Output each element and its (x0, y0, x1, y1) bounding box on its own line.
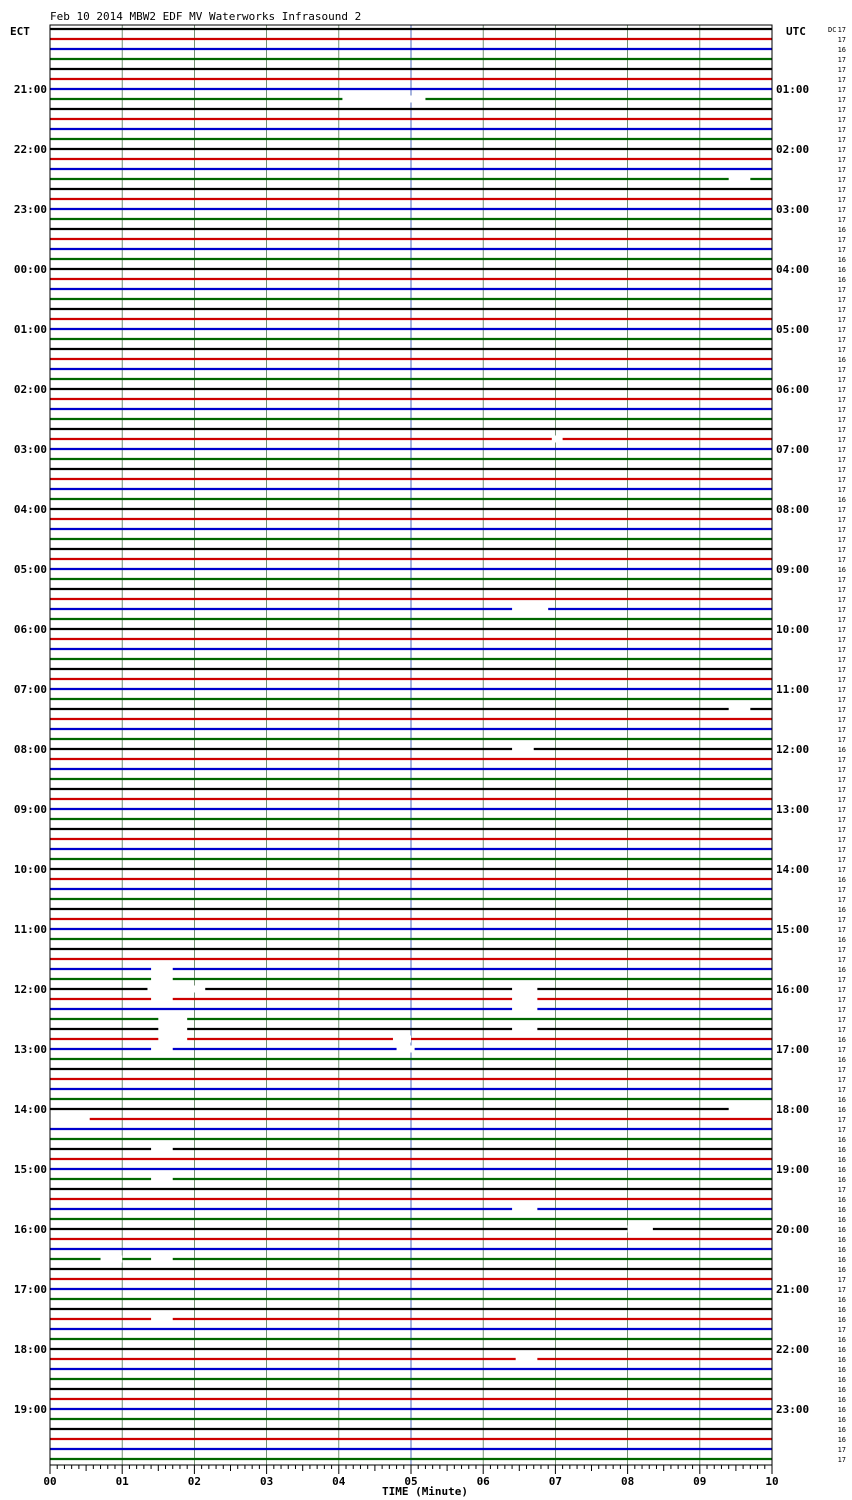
trace-gap (101, 1256, 123, 1263)
dc-value: 17 (837, 596, 846, 604)
dc-value: 17 (837, 506, 846, 514)
dc-value: 17 (837, 956, 846, 964)
dc-value: 16 (837, 1386, 846, 1394)
right-hour-label: 20:00 (776, 1223, 810, 1236)
dc-value: 17 (837, 756, 846, 764)
left-hour-label: 08:00 (13, 743, 47, 756)
dc-value: 17 (837, 36, 846, 44)
dc-value: 16 (837, 1376, 846, 1384)
dc-value: 17 (837, 1286, 846, 1294)
dc-value: 16 (837, 1346, 846, 1354)
left-hour-label: 17:00 (13, 1283, 47, 1296)
dc-value: 17 (837, 786, 846, 794)
dc-value: 17 (837, 466, 846, 474)
dc-value: 16 (837, 1196, 846, 1204)
x-tick-label: 01 (115, 1475, 129, 1488)
dc-value: 16 (837, 1406, 846, 1414)
right-hour-label: 05:00 (776, 323, 810, 336)
dc-value: 17 (837, 1006, 846, 1014)
dc-value: 17 (837, 426, 846, 434)
right-hour-label: 09:00 (776, 563, 810, 576)
right-hour-label: 12:00 (776, 743, 810, 756)
dc-value: 16 (837, 966, 846, 974)
right-hour-label: 19:00 (776, 1163, 810, 1176)
dc-value: 17 (837, 336, 846, 344)
dc-value: 16 (837, 1226, 846, 1234)
dc-value: 16 (837, 1056, 846, 1064)
dc-value: 17 (837, 136, 846, 144)
right-hour-label: 08:00 (776, 503, 810, 516)
dc-value: 17 (837, 796, 846, 804)
right-hour-label: 03:00 (776, 203, 810, 216)
dc-value: 16 (837, 1036, 846, 1044)
dc-value: 17 (837, 246, 846, 254)
dc-value: 17 (837, 556, 846, 564)
dc-value: 17 (837, 396, 846, 404)
dc-value: 17 (837, 946, 846, 954)
dc-value: 17 (837, 1456, 846, 1464)
left-hour-label: 12:00 (13, 983, 47, 996)
dc-value: 17 (837, 86, 846, 94)
dc-value: 17 (837, 26, 846, 34)
dc-value: 16 (837, 1146, 846, 1154)
trace-gap (729, 706, 751, 713)
dc-value: 16 (837, 1426, 846, 1434)
left-hour-label: 21:00 (13, 83, 47, 96)
dc-value: 17 (837, 196, 846, 204)
left-hour-label: 19:00 (13, 1403, 47, 1416)
dc-value: 16 (837, 936, 846, 944)
dc-value: 17 (837, 476, 846, 484)
dc-value: 17 (837, 106, 846, 114)
x-tick-label: 07 (548, 1475, 563, 1488)
dc-value: 17 (837, 456, 846, 464)
dc-value: 16 (837, 1096, 846, 1104)
right-axis-label: UTC (786, 25, 806, 38)
dc-value: 16 (837, 1266, 846, 1274)
dc-value: 17 (837, 776, 846, 784)
dc-value: 16 (837, 1106, 846, 1114)
dc-value: 17 (837, 696, 846, 704)
dc-value: 17 (837, 296, 846, 304)
dc-value: 17 (837, 146, 846, 154)
dc-value: 16 (837, 1176, 846, 1184)
trace-gap (516, 1356, 538, 1363)
dc-value: 17 (837, 66, 846, 74)
dc-value: 17 (837, 236, 846, 244)
trace-gap (151, 976, 173, 983)
x-tick-label: 00 (43, 1475, 57, 1488)
dc-value: 17 (837, 676, 846, 684)
dc-value-labels (838, 26, 846, 1464)
trace-gap (393, 1036, 411, 1043)
left-hour-label: 09:00 (13, 803, 47, 816)
dc-value: 16 (837, 1156, 846, 1164)
dc-value: 17 (837, 326, 846, 334)
dc-value: 16 (837, 1216, 846, 1224)
dc-value: 17 (837, 656, 846, 664)
left-hour-label: 11:00 (13, 923, 47, 936)
dc-value: 16 (837, 226, 846, 234)
dc-value: 17 (837, 316, 846, 324)
left-hour-label: 00:00 (13, 263, 47, 276)
dc-value: 16 (837, 1246, 846, 1254)
dc-value: 17 (837, 546, 846, 554)
dc-value: 16 (837, 1166, 846, 1174)
right-hour-label: 21:00 (776, 1283, 810, 1296)
right-hour-label: 16:00 (776, 983, 810, 996)
trace-gap (151, 1046, 173, 1053)
dc-value: 16 (837, 1316, 846, 1324)
dc-value: 16 (837, 1436, 846, 1444)
right-hour-label: 17:00 (776, 1043, 810, 1056)
trace-gap (151, 1316, 173, 1323)
dc-value: 17 (837, 116, 846, 124)
dc-value: 16 (837, 1256, 846, 1264)
right-hour-label: 15:00 (776, 923, 810, 936)
right-hour-label: 07:00 (776, 443, 810, 456)
left-axis-label: ECT (10, 25, 30, 38)
right-hour-label: 01:00 (776, 83, 810, 96)
x-tick-label: 06 (476, 1475, 490, 1488)
dc-value: 17 (837, 366, 846, 374)
dc-value: 17 (837, 986, 846, 994)
dc-value: 16 (837, 1306, 846, 1314)
left-hour-label: 05:00 (13, 563, 47, 576)
dc-value: 17 (837, 926, 846, 934)
dc-value: 17 (837, 886, 846, 894)
dc-value: 17 (837, 606, 846, 614)
left-hour-labels (14, 83, 47, 1416)
dc-value: 16 (837, 1396, 846, 1404)
dc-value: 17 (837, 416, 846, 424)
dc-value: 17 (837, 1016, 846, 1024)
dc-value: 16 (837, 276, 846, 284)
dc-value: 17 (837, 56, 846, 64)
dc-value: 16 (837, 906, 846, 914)
dc-value: 17 (837, 1086, 846, 1094)
left-hour-label: 14:00 (13, 1103, 47, 1116)
trace-gap (729, 1106, 772, 1113)
x-tick-label: 02 (187, 1475, 202, 1488)
dc-value: 17 (837, 406, 846, 414)
dc-value: 17 (837, 156, 846, 164)
dc-value: 17 (837, 826, 846, 834)
dc-value: 17 (837, 846, 846, 854)
dc-value: 17 (837, 1046, 846, 1054)
left-hour-label: 10:00 (13, 863, 47, 876)
right-hour-label: 18:00 (776, 1103, 810, 1116)
trace-gap (158, 1036, 187, 1043)
x-axis-title: TIME (Minute) (381, 1485, 469, 1498)
trace-gap (151, 966, 173, 973)
x-tick-label: 05 (404, 1475, 418, 1488)
left-hour-label: 02:00 (13, 383, 47, 396)
left-hour-label: 06:00 (13, 623, 47, 636)
dc-value: 17 (837, 576, 846, 584)
trace-gap (151, 1146, 173, 1153)
dc-value: 16 (837, 1296, 846, 1304)
trace-gap (512, 606, 548, 613)
trace-gap (628, 1226, 653, 1233)
dc-value: 17 (837, 1326, 846, 1334)
right-hour-label: 13:00 (776, 803, 810, 816)
dc-value: 16 (837, 256, 846, 264)
right-hour-label: 06:00 (776, 383, 810, 396)
dc-value: 17 (837, 166, 846, 174)
dc-value: 17 (837, 726, 846, 734)
dc-value: 17 (837, 636, 846, 644)
x-tick-label: 03 (259, 1475, 274, 1488)
right-hour-label: 14:00 (776, 863, 810, 876)
dc-value: 17 (837, 856, 846, 864)
dc-value: 16 (837, 1356, 846, 1364)
dc-value: 17 (837, 666, 846, 674)
dc-value: 17 (837, 286, 846, 294)
dc-value: 17 (837, 736, 846, 744)
dc-value: 16 (837, 1366, 846, 1374)
dc-value: 17 (837, 206, 846, 214)
left-hour-label: 23:00 (13, 203, 47, 216)
dc-value: 17 (837, 216, 846, 224)
left-hour-label: 13:00 (13, 1043, 47, 1056)
right-hour-label: 11:00 (776, 683, 810, 696)
dc-value: 17 (837, 916, 846, 924)
left-hour-label: 15:00 (13, 1163, 47, 1176)
trace-gap (512, 1206, 537, 1213)
dc-value: 17 (837, 536, 846, 544)
dc-value: 16 (837, 566, 846, 574)
trace-gap (158, 1016, 187, 1023)
dc-value: 17 (837, 866, 846, 874)
trace-gap (512, 746, 534, 753)
left-hour-label: 04:00 (13, 503, 47, 516)
right-hour-labels (776, 83, 809, 1416)
dc-value: 17 (837, 486, 846, 494)
dc-value: 17 (837, 1276, 846, 1284)
dc-value: 17 (837, 436, 846, 444)
dc-value: 17 (837, 346, 846, 354)
dc-value: 17 (837, 1116, 846, 1124)
dc-value: 17 (837, 816, 846, 824)
trace-gap (147, 986, 205, 993)
dc-value: 17 (837, 706, 846, 714)
x-tick-label: 08 (620, 1475, 635, 1488)
dc-value: 17 (837, 686, 846, 694)
trace-gap (552, 436, 563, 443)
dc-value: 17 (837, 976, 846, 984)
right-hour-label: 10:00 (776, 623, 810, 636)
dc-value: 16 (837, 1416, 846, 1424)
left-hour-label: 22:00 (13, 143, 47, 156)
dc-header-label: DC (828, 26, 837, 34)
dc-value: 17 (837, 896, 846, 904)
dc-value: 16 (837, 46, 846, 54)
left-hour-label: 16:00 (13, 1223, 47, 1236)
dc-value: 17 (837, 186, 846, 194)
dc-value: 17 (837, 806, 846, 814)
trace-gap (512, 1006, 537, 1013)
trace-gap (729, 176, 751, 183)
right-hour-label: 22:00 (776, 1343, 810, 1356)
x-tick-label: 09 (693, 1475, 707, 1488)
dc-value: 17 (837, 1066, 846, 1074)
dc-value: 17 (837, 386, 846, 394)
dc-value: 17 (837, 76, 846, 84)
trace-gap (151, 1176, 173, 1183)
dc-value: 17 (837, 376, 846, 384)
dc-value: 17 (837, 516, 846, 524)
right-hour-label: 04:00 (776, 263, 810, 276)
left-hour-label: 03:00 (13, 443, 47, 456)
dc-value: 17 (837, 96, 846, 104)
dc-value: 17 (837, 446, 846, 454)
trace-gap (512, 1026, 537, 1033)
left-hour-label: 18:00 (13, 1343, 47, 1356)
right-hour-label: 02:00 (776, 143, 810, 156)
dc-value: 17 (837, 176, 846, 184)
right-hour-label: 23:00 (776, 1403, 810, 1416)
dc-value: 17 (837, 616, 846, 624)
x-tick-label: 04 (332, 1475, 346, 1488)
dc-value: 17 (837, 766, 846, 774)
dc-value: 17 (837, 1076, 846, 1084)
trace-gap (397, 1046, 415, 1053)
dc-value: 17 (837, 1186, 846, 1194)
dc-value: 16 (837, 356, 846, 364)
dc-value: 17 (837, 646, 846, 654)
trace-gap (158, 1026, 187, 1033)
dc-value: 16 (837, 1336, 846, 1344)
dc-value: 17 (837, 526, 846, 534)
dc-value: 17 (837, 1126, 846, 1134)
dc-value: 16 (837, 746, 846, 754)
dc-value: 16 (837, 876, 846, 884)
dc-value: 17 (837, 996, 846, 1004)
dc-value: 16 (837, 1136, 846, 1144)
dc-value: 17 (837, 586, 846, 594)
trace-gap (342, 96, 425, 103)
left-hour-label: 01:00 (13, 323, 47, 336)
dc-value: 17 (837, 1026, 846, 1034)
trace-gap (151, 996, 173, 1003)
dc-value: 16 (837, 496, 846, 504)
dc-value: 17 (837, 836, 846, 844)
trace-gap (512, 996, 537, 1003)
dc-value: 16 (837, 1236, 846, 1244)
dc-value: 16 (837, 1206, 846, 1214)
dc-value: 17 (837, 1446, 846, 1454)
x-tick-label: 10 (765, 1475, 779, 1488)
trace-gap (151, 1256, 173, 1263)
trace-gap (50, 1116, 90, 1123)
left-hour-label: 07:00 (13, 683, 47, 696)
dc-value: 17 (837, 716, 846, 724)
dc-value: 17 (837, 126, 846, 134)
dc-value: 16 (837, 266, 846, 274)
trace-gap (512, 986, 537, 993)
chart-title: Feb 10 2014 MBW2 EDF MV Waterworks Infrasound 2 (50, 10, 362, 23)
dc-value: 17 (837, 626, 846, 634)
dc-value: 17 (837, 306, 846, 314)
